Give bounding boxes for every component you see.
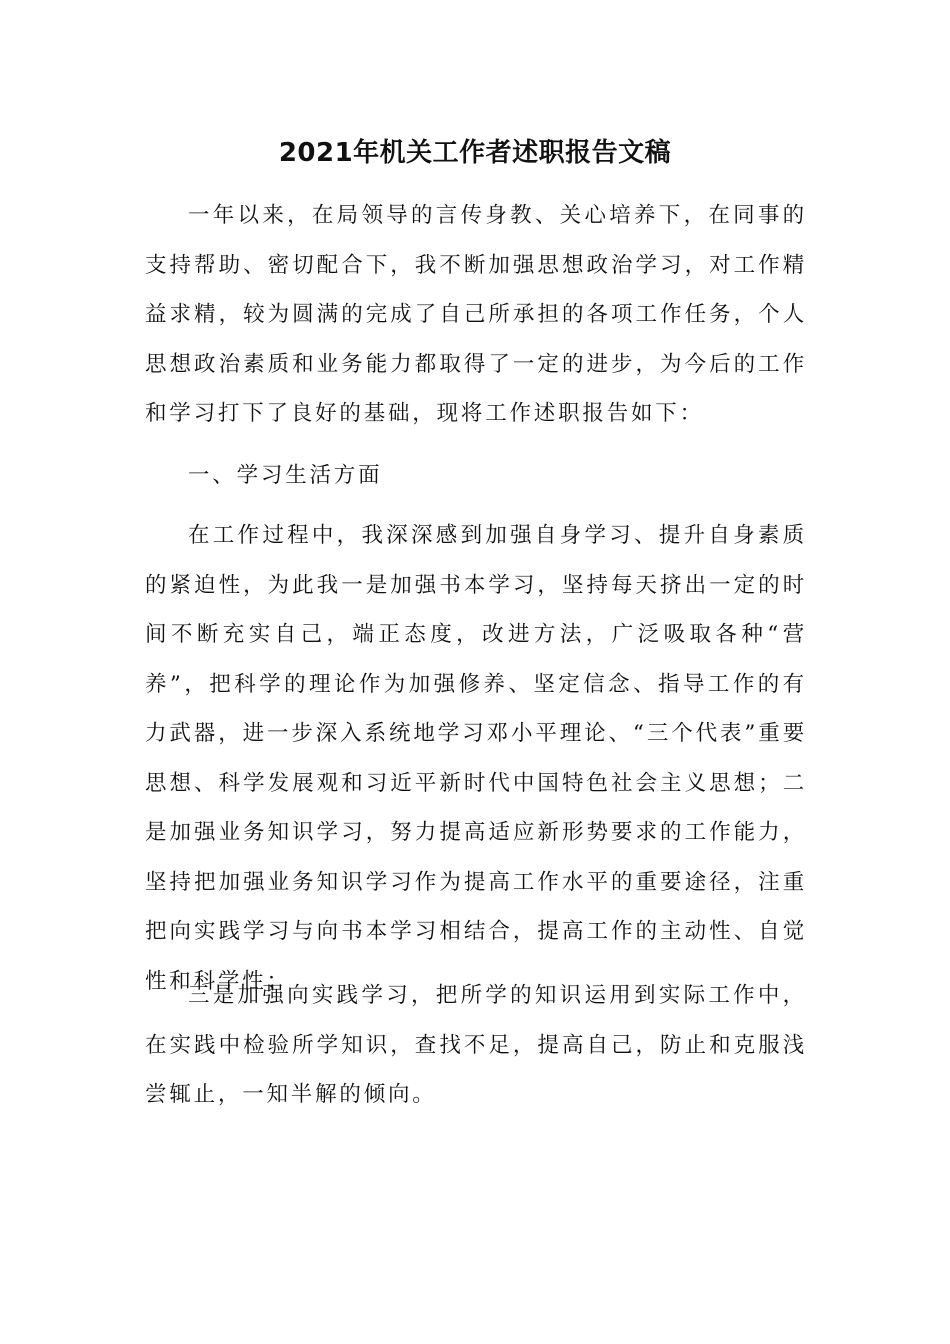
section-heading: 一、学习生活方面 (188, 463, 383, 488)
section-paragraph-continued: 三是加强向实践学习，把所学的知识运用到实际工作中，在实践中检验所学知识，查找不足，提高自己，防止和克服浅尝辄止，一知半解的倾向。 (145, 983, 807, 1107)
document-title: 2021年机关工作者述职报告文稿 (278, 138, 672, 168)
intro-paragraph: 一年以来，在局领导的言传身教、关心培养下，在同事的支持帮助、密切配合下，我不断加强思想政治学习，对工作精益求精，较为圆满的完成了自己所承担的各项工作任务，个人思想政治素质和业务能力都取得了一定的进步，为今后的工作和学习打下了良好的基础，现将工作述职报告如下： (145, 203, 807, 426)
section-paragraph: 在工作过程中，我深深感到加强自身学习、提升自身素质的紧迫性，为此我一是加强书本学习，坚持每天挤出一定的时间不断充实自己，端正态度，改进方法，广泛吸取各种“营养”，把科学的理论作为加强修养、坚定信念、指导工作的有力武器，进一步深入系统地学习邓小平理论、“三个代表”重要思想、科学发展观和习近平新时代中国特色社会主义思想；二是加强业务知识学习，努力提高适应新形势要求的工作能力，坚持把加强业务知识学习作为提高工作水平的重要途径，注重把向实践学习与向书本学习相结合，提高工作的主动性、自觉性和科学性； (145, 523, 807, 994)
